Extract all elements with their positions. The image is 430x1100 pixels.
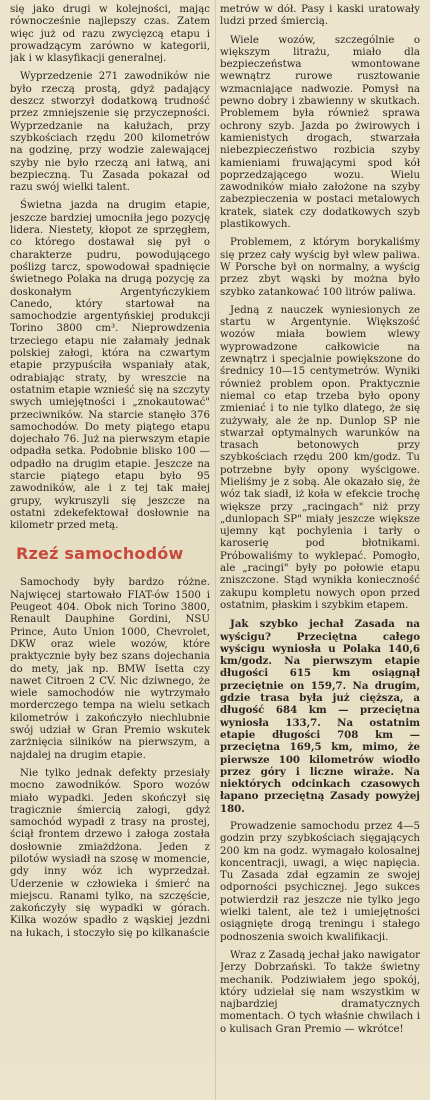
column-divider xyxy=(215,0,216,1100)
paragraph: Prowadzenie samochodu przez 4—5 godzin przy szybkościach sięgających 200 km na godz. wymagało kolosalnej koncentracji, uwagi, a więc napięcia. Tu Zasada zdał egzamin ze swojej odporności psychicznej. Jego sukces potwierdził raz jeszcze nie tylko jego wielki talent, ale też i umiejętności osiągnięte drogą treningu i stałego podnoszenia swoich kwalifikacji. xyxy=(220,821,420,943)
paragraph: Wyprzedzenie 271 zawodników nie było rzeczą prostą, gdyż padający deszcz stworzył dodatkową trudność przez zmniejszenie się przyczepności. Wyprzedzanie na kałużach, przy szybkościach rzędu 200 kilometrów na godzinę, przy wodzie zalewającej szyby nie było rzeczą ani łatwą, ani bezpieczną. Tu Zasada pokazał od razu swój wielki talent. xyxy=(10,71,210,194)
paragraph: Świetna jazda na drugim etapie, jeszcze bardziej umocniła jego pozycję lidera. Niestety, kłopot ze sprzęgłem, co którego dostawał się pył o charakterze pudru, powodującego poślizg tarcz, spowodował spadnięcie świetnego Polaka na drugą pozycję za doskonałym Argentyńczykiem Canedo, który startował na samochodzie argentyńskiej produkcji Torino 3800 cm³. Nieprowdzenia trzeciego etapu nie załamały jednak polskiej załogi, która na czwartym etapie przypuściła wspaniały atak, odrabiając straty, by wreszcie na ostatnim etapie wznieść się na szczyty swych umiejętności i „znokautować" przeciwników. Na starcie stanęło 376 samochodów. Do mety piątego etapu dojechało 76. Już na pierwszym etapie odpadła setka. Podobnie blisko 100 — odpadło na drugim etapie. Jeszcze na starcie piątego etapu było 95 zawodników, ale i z tej tak małej grupy, wykruszyli się jeszcze na ostatni zdekefektował dosłownie na kilometr przed metą. xyxy=(10,200,210,532)
left-column xyxy=(10,4,210,1100)
paragraph: metrów w dół. Pasy i kaski uratowały ludzi przed śmiercią. xyxy=(220,4,420,28)
paragraph: Jedną z nauczek wyniesionych ze startu w Argentynie. Większość wozów miała bowiem wlewy wyprowadzone całkowicie na zewnątrz i specjalnie powiększone do średnicy 10—15 centymetrów. Wyniki również problem opon. Praktycznie niemal co etap trzeba było opony zmieniać i to nie tylko dlatego, że się zużywały, ale że np. Dunlop SP nie stwarzał optymalnych warunków na trasach betonowych przy szybkościach rzędu 200 km/godz. Tu potrzebne były opony wyścigowe. Mieliśmy je z sobą. Ale okazało się, że wóz tak siadł, iż koła w efekcie trochę większe przy „racingach" niż przy „dunlopach SP" miały jeszcze większe ujemny kąt pochylenia i tarły o karoserię pod błotnikami. Próbowaliśmy to wyklepać. Pomogło, ale „racingi" były po połowie etapu zniszczone. Stąd wynikła konieczność zakupu kompletu nowych opon przed ostatnim, płaskim i szybkim etapem. xyxy=(220,304,420,611)
paragraph: Wraz z Zasadą jechał jako nawigator Jerzy Dobrzański. To także świetny mechanik. Podziwiałem jego spokój, który udzielał się nam wszystkim w najbardziej dramatycznych momentach. O tych właśnie chwilach i o kulisach Gran Premio — wkrótce! xyxy=(220,949,420,1035)
section-heading: Rzeź samochodów xyxy=(16,544,184,564)
paragraph: Samochody były bardzo różne. Najwięcej startowało FIAT-ów 1500 i Peugeot 404. Obok nich Torino 3800, Renault Dauphine Gordini, NSU Prince, Auto Union 1000, Chevrolet, DKW oraz wiele wozów, które praktycznie były bez szans dojechania do mety, jak np. BMW Isetta czy nawet Citroen 2 CV. Nic dziwnego, że wiele samochodów nie wytrzymało morderczego tempa na wielu setkach kilometrów i zakończyło niechlubnie swój udział w Gran Premio wskutek zarżnięcia silników na pierwszym, a najdalej na drugim etapie. xyxy=(10,577,210,761)
paragraph-bold: Jak szybko jechał Zasada na wyścigu? Przeciętna całego wyścigu wyniosła u Polaka 140,6 km/godz. Na pierwszym etapie długości 615 km osiągnął przeciętnie on 159,7. Na drugim, gdzie trasa była już cięższa, a długość 684 km — przeciętna wyniosła 133,7. Na ostatnim etapie długości 708 km — przeciętna 169,5 km, mimo, że pierwsze 100 kilometrów wiodło przez góry i liczne wiraże. Na niektórych odcinkach czasowych łapano przeciętną Zasady powyżej 180. xyxy=(220,618,420,815)
paragraph: Nie tylko jednak defekty przesiały mocno zawodników. Sporo wozów miało wypadki. Jeden skończył się tragicznie śmiercią załogi, gdyż samochód wypadł z trasy na prostej, ściął frontem drzewo i załoga została dosłownie zmiażdżona. Jeden z pilotów wysiadł na szosę w momencie, gdy inny wóz ich wyprzedzał. Uderzenie w człowieka i śmierć na miejscu. Ranami tylko, na szczęście, zakończyły się wypadki w górach. Kilka wozów spadło z wąskiej jezdni na łukach, i stoczyło się po kilkanaście xyxy=(10,767,210,939)
paragraph: Wiele wozów, szczególnie o większym litrażu, miało dla bezpieczeństwa wmontowane wewnątrz rurowe rusztowanie wzmacniające nadwozie. Pomysł na pewno dobry i zbawienny w skutkach. Problemem była również sprawa ochrony szyb. Jazda po żwirowych i kamienistych drogach, stwarzała niebezpieczeństwo rozbicia szyby kamieniami fruwającymi spod kół poprzedzającego wozu. Wielu zawodników miało założone na szyby zabezpieczenia w postaci metalowych kratek, siatek czy dodatkowych szyb plastikowych. xyxy=(220,34,420,231)
paragraph: się jako drugi w kolejności, mając równocześnie najlepszy czas. Zatem więc już od razu zwycięzcą etapu i prowadzącym zarówno w kategorii, jak i w klasyfikacji generalnej. xyxy=(10,4,210,65)
right-column xyxy=(220,4,420,1100)
paragraph: Problemem, z którym borykaliśmy się przez cały wyścig był wlew paliwa. W Porsche był on normalny, a wyścig przez zbyt wąski by można było szybko zatankować 100 litrów paliwa. xyxy=(220,237,420,298)
